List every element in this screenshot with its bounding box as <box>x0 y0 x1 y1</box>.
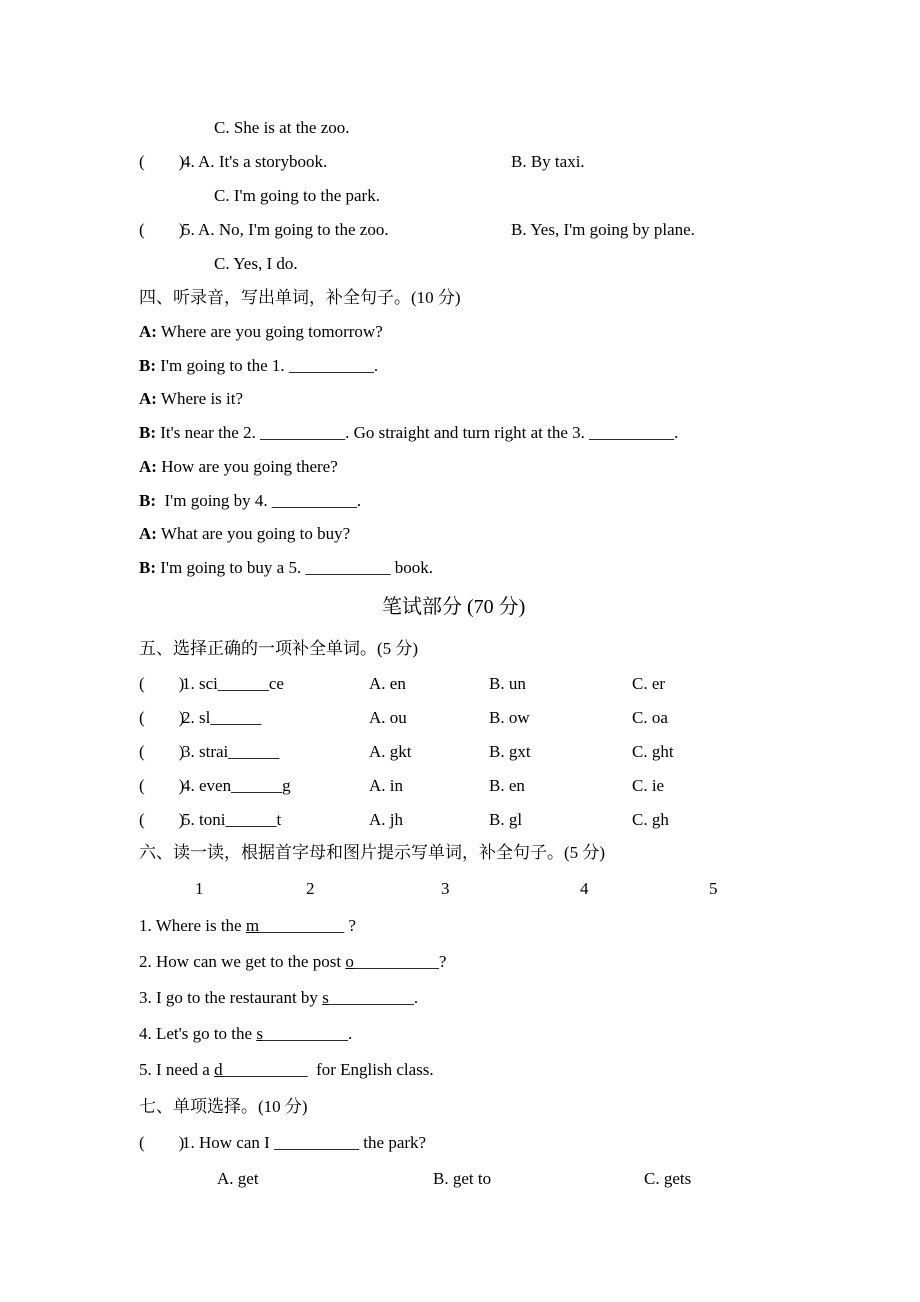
answer-paren: ( ) <box>139 708 185 727</box>
dialog-line: A: How are you going there? <box>139 457 338 476</box>
option-c: C. ie <box>632 776 665 795</box>
initial-letter: s <box>322 988 329 1007</box>
answer-paren: ( ) <box>139 1133 185 1152</box>
q4-option-b: B. By taxi. <box>511 152 585 171</box>
picture-number: 5 <box>709 879 718 898</box>
option-c: C. er <box>632 674 666 693</box>
q5-option-c: C. Yes, I do. <box>214 254 298 273</box>
option-c: C. ght <box>632 742 674 761</box>
dialog-line: B: It's near the 2. __________. Go straight and turn right at the 3. __________. <box>139 423 679 442</box>
initial-letter: d <box>214 1060 223 1079</box>
answer-paren: ( ) <box>139 810 185 829</box>
dialog-line: B: I'm going by 4. __________. <box>139 491 362 510</box>
section-5-title: 五、选择正确的一项补全单词。(5 分) <box>139 639 419 658</box>
fill-in-sentence: 4. Let's go to the s__________. <box>139 1024 353 1043</box>
option-a: A. en <box>369 674 406 693</box>
option-a: A. ou <box>369 708 407 727</box>
fill-in-sentence: 5. I need a d__________ for English class. <box>139 1060 434 1079</box>
dialog-line: B: I'm going to the 1. __________. <box>139 356 379 375</box>
q5-option-b: B. Yes, I'm going by plane. <box>511 220 695 239</box>
q4-option-a: 4. A. It's a storybook. <box>182 152 328 171</box>
dialog-line: A: What are you going to buy? <box>139 524 351 543</box>
initial-letter: m <box>245 916 260 935</box>
fill-in-sentence: 3. I go to the restaurant by s__________. <box>139 988 419 1007</box>
option-b: B. get to <box>433 1169 492 1188</box>
option-a: A. gkt <box>369 742 412 761</box>
option-b: B. en <box>489 776 525 795</box>
dialog-line: A: Where is it? <box>139 389 244 408</box>
answer-paren: ( ) <box>139 776 185 795</box>
section-4-title: 四、听录音，写出单词，补全句子。(10 分) <box>139 288 461 307</box>
q3-option-c: C. She is at the zoo. <box>214 118 350 137</box>
option-a: A. get <box>217 1169 259 1188</box>
question-text: 1. sci______ce <box>182 674 284 693</box>
section-7-title: 七、单项选择。(10 分) <box>139 1097 308 1116</box>
picture-number: 3 <box>441 879 450 898</box>
picture-number: 2 <box>306 879 315 898</box>
option-b: B. un <box>489 674 526 693</box>
initial-letter: s <box>256 1024 263 1043</box>
q5-option-a: 5. A. No, I'm going to the zoo. <box>182 220 389 239</box>
answer-paren: ( ) <box>139 220 185 239</box>
question-text: 2. sl______ <box>182 708 262 727</box>
option-c: C. oa <box>632 708 668 727</box>
written-part-heading: 笔试部分 (70 分) <box>382 596 526 618</box>
question-text: 1. How can I __________ the park? <box>182 1133 427 1152</box>
option-b: B. gl <box>489 810 523 829</box>
answer-paren: ( ) <box>139 674 185 693</box>
option-c: C. gh <box>632 810 669 829</box>
option-a: A. in <box>369 776 403 795</box>
question-text: 3. strai______ <box>182 742 280 761</box>
q4-option-c: C. I'm going to the park. <box>214 186 380 205</box>
option-b: B. ow <box>489 708 530 727</box>
question-text: 4. even______g <box>182 776 291 795</box>
dialog-line: B: I'm going to buy a 5. __________ book. <box>139 558 433 577</box>
fill-in-sentence: 1. Where is the m__________ ? <box>139 916 356 935</box>
option-c: C. gets <box>644 1169 692 1188</box>
picture-number: 4 <box>580 879 589 898</box>
answer-paren: ( ) <box>139 742 185 761</box>
dialog-line: A: Where are you going tomorrow? <box>139 322 383 341</box>
picture-number: 1 <box>195 879 204 898</box>
section-6-title: 六、读一读，根据首字母和图片提示写单词，补全句子。(5 分) <box>139 843 606 862</box>
question-text: 5. toni______t <box>182 810 282 829</box>
initial-letter: o <box>345 952 354 971</box>
option-a: A. jh <box>369 810 403 829</box>
fill-in-sentence: 2. How can we get to the post o__________? <box>139 952 447 971</box>
option-b: B. gxt <box>489 742 531 761</box>
answer-paren: ( ) <box>139 152 185 171</box>
